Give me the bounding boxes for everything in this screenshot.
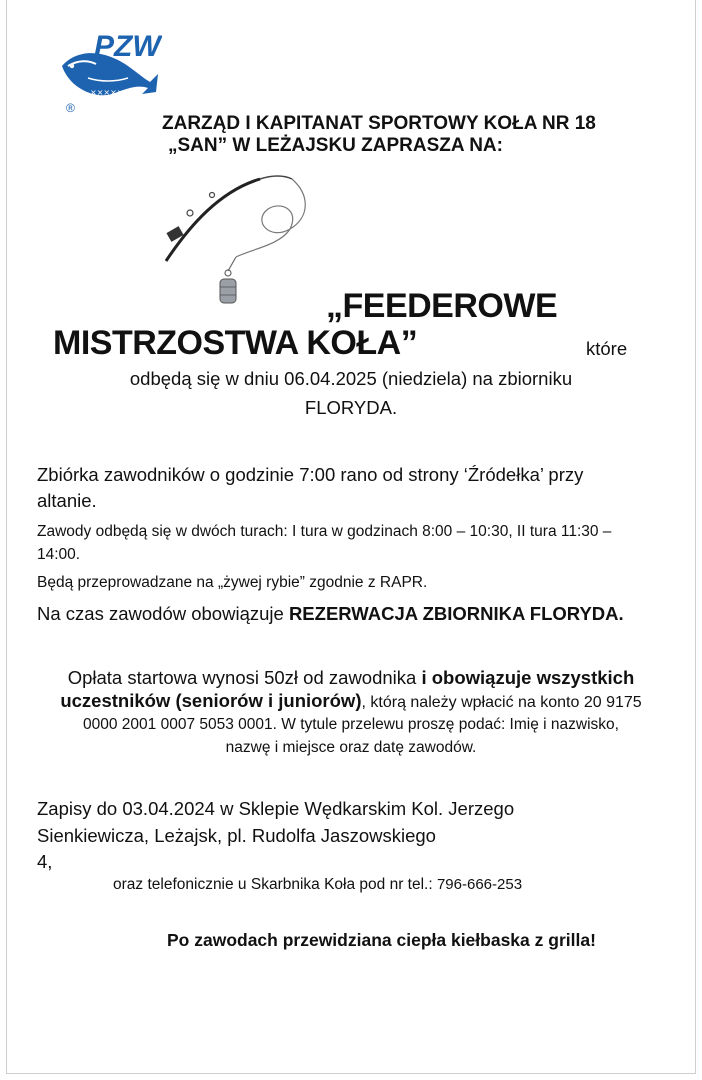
gathering-line-1: Zbiórka zawodników o godzinie 7:00 rano od strony ‘Źródełka’ przy [37,464,584,485]
rounds-line-2: 14:00. [37,546,81,563]
reservation-bold: REZERWACJA ZBIORNIKA FLORYDA. [288,603,624,624]
header-line-2: „SAN” W LEŻAJSKU ZAPRASZA NA: [168,135,503,156]
fee-line-2-bold: uczestników (seniorów i juniorów) [60,690,362,711]
title-line-2: MISTRZOSTWA KOŁA” [53,324,418,362]
fee-line-1 [0,667,702,689]
gathering-line-2: altanie. [37,490,97,511]
date-line-1: odbędą się w dniu 06.04.2025 (niedziela) na zbiorniku [129,368,573,389]
registration-line-2: Sienkiewicza, Leżajsk, pl. Rudolfa Jaszowskiego [37,825,436,846]
pzw-logo-icon [58,20,162,120]
reservation-prefix: Na czas zawodów obowiązuje [37,603,289,624]
registration-line-3: 4, [37,851,53,872]
svg-text:®: ® [66,101,75,115]
fee-line-1-bold: i obowiązuje wszystkich [421,667,635,688]
registration-line-1: Zapisy do 03.04.2024 w Sklepie Wędkarskim Kol. Jerzego [37,798,515,819]
reservation-line [37,603,624,625]
registration-phone: 796-666-253 [436,876,523,893]
rounds-line-1: Zawody odbędą się w dwóch turach: I tura w godzinach 8:00 – 10:30, II tura 11:30 – [37,523,612,540]
date-line-2: FLORYDA. [304,397,398,418]
closing-line: Po zawodach przewidziana ciepła kiełbaska z grilla! [167,930,596,950]
fee-line-1-normal: Opłata startowa wynosi 50zł od zawodnika [67,667,422,688]
fee-line-3: 0000 2001 0007 5053 0001. W tytule przelewu proszę podać: Imię i nazwisko, [83,716,619,733]
fee-line-4: nazwę i miejsce oraz datę zawodów. [225,739,477,756]
rules-line: Będą przeprowadzane na „żywej rybie” zgodnie z RAPR. [37,574,428,591]
feeder-rod-icon [160,165,320,315]
svg-text:×××××××: ××××××× [90,88,137,97]
svg-text:PZW: PZW [94,30,161,63]
title-trailing: które [586,338,628,359]
fee-line-2 [0,690,702,712]
fee-line-2-normal: , którą należy wpłacić na konto 20 9175 [361,694,642,711]
registration-phone-prefix: oraz telefonicznie u Skarbnika Koła pod nr tel.: [113,876,437,893]
title-line-1: „FEEDEROWE [326,287,558,325]
header-line-1: ZARZĄD I KAPITANAT SPORTOWY KOŁA NR 18 [162,113,596,134]
registration-line-4 [113,876,522,894]
